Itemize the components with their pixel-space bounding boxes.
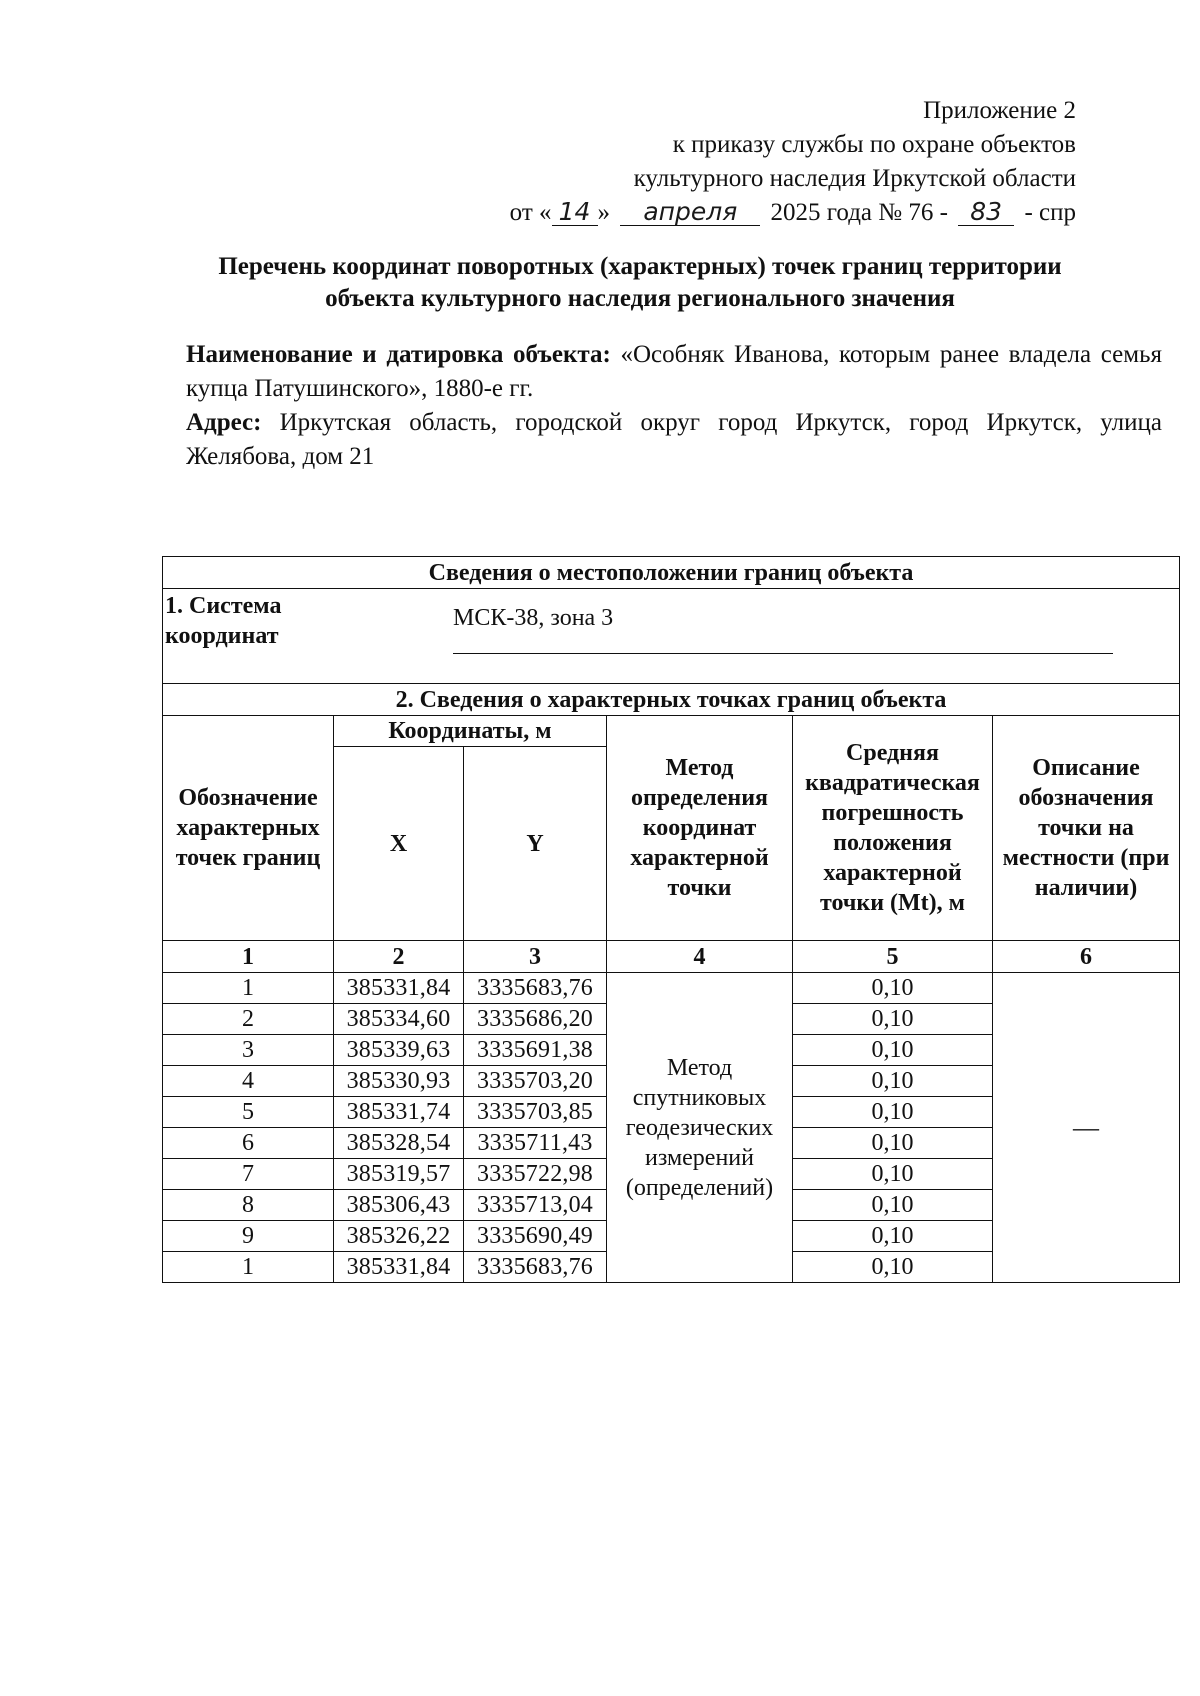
- point-id: 1: [163, 1252, 334, 1283]
- mt-value: 0,10: [793, 1159, 993, 1190]
- header-error: Средняя квадратическая погрешность положения характерной точки (Mt), м: [793, 716, 993, 941]
- coord-x: 385339,63: [334, 1035, 464, 1066]
- title-line-1: Перечень координат поворотных (характерных) точек границ территории: [218, 253, 1062, 280]
- point-id: 8: [163, 1190, 334, 1221]
- document-title: [150, 251, 1130, 315]
- coordinate-system-value: МСК-38, зона 3: [453, 605, 614, 631]
- order-prefix: от «: [509, 199, 552, 226]
- coord-y: 3335686,20: [464, 1004, 607, 1035]
- appendix-number: Приложение 2: [923, 97, 1076, 124]
- method-cell: Метод спутниковых геодезических измерений (определений): [607, 973, 793, 1283]
- header-coords: Координаты, м: [334, 716, 607, 747]
- title-line-2: объекта культурного наследия регионального значения: [325, 285, 955, 312]
- appendix-order-ref: к приказу службы по охране объектов: [672, 131, 1076, 158]
- coord-x: 385334,60: [334, 1004, 464, 1035]
- coord-y: 3335683,76: [464, 1252, 607, 1283]
- column-number-3: 3: [464, 941, 607, 973]
- coord-x: 385326,22: [334, 1221, 464, 1252]
- coordinate-system-label: 1. Система координат: [165, 593, 282, 649]
- point-id: 7: [163, 1159, 334, 1190]
- object-address: [186, 406, 1162, 474]
- order-year-number: 2025 года № 76 -: [770, 199, 948, 226]
- description-cell: —: [993, 973, 1180, 1283]
- coord-x: 385331,84: [334, 1252, 464, 1283]
- coord-x: 385306,43: [334, 1190, 464, 1221]
- mt-value: 0,10: [793, 1128, 993, 1159]
- coord-y: 3335722,98: [464, 1159, 607, 1190]
- header-point: Обозначение характерных точек границ: [163, 716, 334, 941]
- column-number-6: 6: [993, 941, 1180, 973]
- mt-value: 0,10: [793, 1097, 993, 1128]
- object-info: [186, 338, 1162, 474]
- mt-value: 0,10: [793, 1221, 993, 1252]
- coord-y: 3335690,49: [464, 1221, 607, 1252]
- mt-value: 0,10: [793, 1190, 993, 1221]
- object-name: [186, 338, 1162, 406]
- point-id: 6: [163, 1128, 334, 1159]
- appendix-order-date: [510, 196, 1076, 230]
- order-number-handwritten: 83: [958, 199, 1014, 226]
- column-number-2: 2: [334, 941, 464, 973]
- object-name-label: Наименование и датировка объекта:: [186, 341, 611, 368]
- table-row: [163, 973, 1180, 1004]
- header-x: X: [334, 747, 464, 941]
- point-id: 9: [163, 1221, 334, 1252]
- coord-y: 3335703,85: [464, 1097, 607, 1128]
- column-number-4: 4: [607, 941, 793, 973]
- order-day-handwritten: 14: [552, 199, 598, 226]
- coord-y: 3335711,43: [464, 1128, 607, 1159]
- header-method: Метод определения координат характерной точки: [607, 716, 793, 941]
- object-address-label: Адрес:: [186, 409, 262, 436]
- mt-value: 0,10: [793, 1252, 993, 1283]
- appendix-header: [510, 94, 1076, 230]
- mt-value: 0,10: [793, 1035, 993, 1066]
- mt-value: 0,10: [793, 1066, 993, 1097]
- coord-x: 385331,74: [334, 1097, 464, 1128]
- coord-x: 385330,93: [334, 1066, 464, 1097]
- point-id: 2: [163, 1004, 334, 1035]
- coord-x: 385319,57: [334, 1159, 464, 1190]
- point-id: 1: [163, 973, 334, 1004]
- header-description: Описание обозначения точки на местности (при наличии): [993, 716, 1180, 941]
- point-id: 4: [163, 1066, 334, 1097]
- coord-y: 3335683,76: [464, 973, 607, 1004]
- section-1-title: Сведения о местоположении границ объекта: [163, 557, 1180, 589]
- order-suffix: - спр: [1024, 199, 1076, 226]
- column-number-5: 5: [793, 941, 993, 973]
- appendix-authority: культурного наследия Иркутской области: [633, 165, 1076, 192]
- order-month-handwritten: апреля: [620, 199, 760, 226]
- coord-x: 385328,54: [334, 1128, 464, 1159]
- point-id: 5: [163, 1097, 334, 1128]
- header-y: Y: [464, 747, 607, 941]
- coordinates-table: [162, 556, 1180, 1283]
- mt-value: 0,10: [793, 973, 993, 1004]
- coord-y: 3335713,04: [464, 1190, 607, 1221]
- point-id: 3: [163, 1035, 334, 1066]
- coord-y: 3335703,20: [464, 1066, 607, 1097]
- coord-x: 385331,84: [334, 973, 464, 1004]
- coord-y: 3335691,38: [464, 1035, 607, 1066]
- coordinate-system-underline: [453, 653, 1113, 654]
- object-address-value: Иркутская область, городской округ город Иркутск, город Иркутск, улица Желябова, дом 21: [186, 409, 1163, 470]
- object-name-value: «Особняк Иванова, которым ранее владела семья купца Патушинского», 1880-е гг.: [186, 341, 1162, 402]
- column-number-1: 1: [163, 941, 334, 973]
- order-quote-close: »: [597, 199, 611, 226]
- coordinate-system-cell: [163, 589, 1180, 684]
- section-2-title: 2. Сведения о характерных точках границ объекта: [163, 684, 1180, 716]
- mt-value: 0,10: [793, 1004, 993, 1035]
